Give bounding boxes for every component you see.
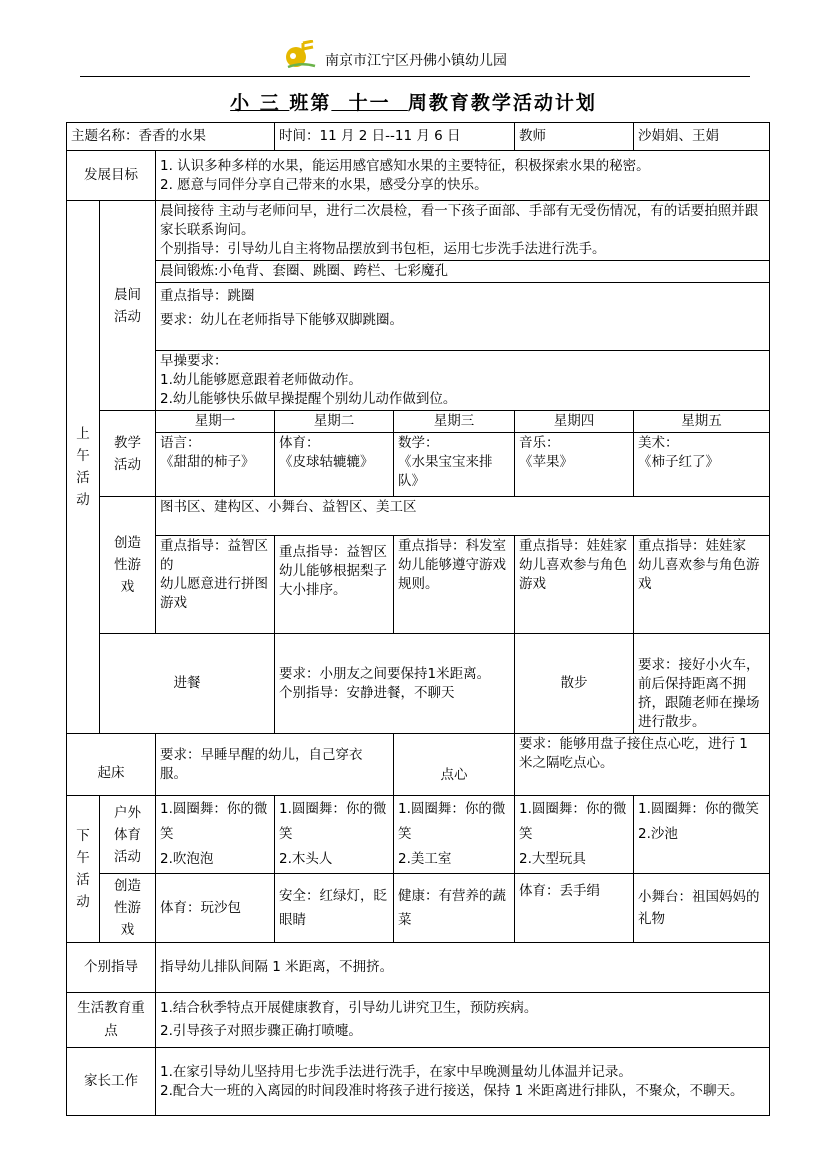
creative-focus: 重点指导：娃娃家 (638, 538, 746, 554)
class-name: 小 三 (230, 92, 290, 114)
creative-cell (515, 536, 634, 634)
meal-guide: 个别指导：安静进餐，不聊天 (279, 684, 455, 701)
life-content (156, 993, 770, 1048)
teaching-cell (515, 433, 634, 497)
week-number: 十一 (331, 92, 408, 114)
goals-content (156, 151, 770, 201)
exercise-detail-row (67, 283, 770, 351)
individual-row (67, 943, 770, 993)
creative-goal: 幼儿能够根据梨子大小排序。 (279, 563, 387, 598)
teaching-cell (634, 433, 770, 497)
teaching-label-text: 教学活动 (114, 434, 141, 473)
creative-row (67, 536, 770, 634)
page-title (0, 88, 827, 115)
page-header (80, 40, 750, 77)
teaching-cell (156, 433, 275, 497)
creative-goal: 幼儿喜欢参与角色游戏 (519, 557, 627, 592)
creative-focus: 重点指导：益智区的 (160, 538, 268, 573)
goals-row (67, 151, 770, 201)
weekly-plan-table (66, 122, 770, 1116)
outdoor-cell (394, 796, 515, 874)
parents-item: 1.在家引导幼儿坚持用七步洗手法进行洗手，在家中早晚测量幼儿体温并记录。 (160, 1063, 632, 1080)
gym-item: 1.幼儿能够愿意跟着老师做动作。 (160, 372, 362, 388)
creative-goal: 幼儿喜欢参与角色游戏 (638, 557, 760, 592)
creative-areas: 图书区、建构区、小舞台、益智区、美工区 (156, 497, 770, 536)
outdoor-label-text: 户外体育活动 (114, 804, 141, 865)
outdoor-item: 2.木头人 (279, 851, 333, 867)
day-header: 星期二 (275, 411, 394, 433)
exercise-focus: 重点指导：跳圈 (160, 288, 255, 304)
wake-content: 要求：早睡早醒的幼儿，自己穿衣服。 (156, 734, 394, 796)
reception-cell (156, 201, 770, 261)
day-header: 星期三 (394, 411, 515, 433)
teaching-title: 《皮球轱辘辘》 (279, 454, 374, 470)
snack-label: 点心 (394, 734, 515, 796)
creative-areas-row (67, 497, 770, 536)
teaching-subject: 音乐： (519, 435, 560, 451)
teaching-subject: 体育： (279, 435, 320, 451)
outdoor-item: 1.圆圈舞：你的微笑 (160, 801, 268, 842)
meal-label: 进餐 (100, 634, 275, 734)
creative-focus: 重点指导：娃娃家 (519, 538, 627, 554)
life-item: 2.引导孩子对照步骤正确打喷嚏。 (160, 1023, 362, 1039)
outdoor-item: 1.圆圈舞：你的微笑 (279, 801, 387, 842)
exercise-title: 晨间锻炼:小龟背、套圈、跳圈、跨栏、七彩魔孔 (156, 261, 770, 283)
outdoor-item: 1.圆圈舞：你的微笑 (398, 801, 506, 842)
exercise-requirement: 要求：幼儿在老师指导下能够双脚跳圈。 (160, 312, 403, 328)
outdoor-label (100, 796, 156, 874)
outdoor-item: 2.沙池 (638, 826, 678, 842)
life-item: 1.结合秋季特点开展健康教育，引导幼儿讲究卫生，预防疾病。 (160, 1000, 538, 1016)
afternoon-creative-cell: 安全：红绿灯，眨眼睛 (275, 874, 394, 943)
outdoor-cell (275, 796, 394, 874)
teaching-title: 《苹果》 (519, 454, 573, 470)
teacher-names: 沙娟娟、王娟 (634, 123, 770, 151)
afternoon-creative-cell: 小舞台：祖国妈妈的礼物 (634, 874, 770, 943)
day-header: 星期一 (156, 411, 275, 433)
life-label: 生活教育重 点 (67, 993, 156, 1048)
topic-cell: 主题名称：香香的水果 (67, 123, 275, 151)
afternoon-creative-cell: 体育：丢手绢 (515, 874, 634, 943)
afternoon-creative-label (100, 874, 156, 943)
parents-content (156, 1048, 770, 1116)
meal-content (275, 634, 515, 734)
wake-row (67, 734, 770, 796)
title-rest: 周教育教学活动计划 (407, 92, 597, 114)
teaching-title: 《柿子红了》 (638, 454, 719, 470)
teaching-subject: 美术： (638, 435, 679, 451)
meal-row (67, 634, 770, 734)
goal-item: 1. 认识多种多样的水果，能运用感官感知水果的主要特征，积极探索水果的秘密。 (160, 157, 650, 174)
meal-requirement: 要求：小朋友之间要保持1米距离。 (279, 665, 491, 682)
snack-content: 要求：能够用盘子接住点心吃，进行 1 米之隔吃点心。 (515, 734, 770, 796)
exercise-row (67, 261, 770, 283)
title-ban: 班第 (289, 92, 332, 114)
teaching-subject: 数学： (398, 435, 439, 451)
outdoor-item: 1.圆圈舞：你的微笑 (519, 801, 627, 842)
days-row (67, 411, 770, 433)
wake-label: 起床 (67, 734, 156, 796)
section-morning (67, 201, 100, 734)
parents-label: 家长工作 (67, 1048, 156, 1116)
creative-focus: 重点指导：益智区 (279, 544, 387, 560)
creative-goal: 幼儿愿意进行拼图游戏 (160, 576, 268, 611)
individual-content: 指导幼儿排队间隔 1 米距离，不拥挤。 (156, 943, 770, 993)
teaching-label (100, 411, 156, 497)
gym-row (67, 351, 770, 411)
teaching-cell (275, 433, 394, 497)
creative-label (100, 497, 156, 634)
morning-activity-label (100, 201, 156, 411)
time-cell: 时间：11 月 2 日--11 月 6 日 (275, 123, 515, 151)
outdoor-row (67, 796, 770, 874)
walk-label: 散步 (515, 634, 634, 734)
gym-item: 2.幼儿能够快乐做早操提醒个别幼儿动作做到位。 (160, 391, 457, 407)
gym-title: 早操要求： (160, 353, 228, 369)
outdoor-cell (515, 796, 634, 874)
gym-cell (156, 351, 770, 411)
parents-item: 2.配合大一班的入离园的时间段准时将孩子进行接送，保持 1 米距离进行排队，不聚众，不聊天。 (160, 1082, 744, 1099)
walk-content: 要求：接好小火车，前后保持距离不拥挤，跟随老师在操场进行散步。 (634, 634, 770, 734)
morning-activity-text: 晨间活动 (114, 286, 141, 325)
outdoor-cell (156, 796, 275, 874)
teaching-cell (394, 433, 515, 497)
outdoor-item: 1.圆圈舞：你的微笑 (638, 801, 759, 817)
afternoon-creative-cell: 体育：玩沙包 (156, 874, 275, 943)
day-header: 星期五 (634, 411, 770, 433)
outdoor-item: 2.美工室 (398, 851, 452, 867)
creative-cell (275, 536, 394, 634)
school-name: 南京市江宁区丹佛小镇幼儿园 (325, 53, 507, 69)
day-header: 星期四 (515, 411, 634, 433)
creative-cell (394, 536, 515, 634)
teaching-subject: 语言： (160, 435, 201, 451)
section-afternoon (67, 796, 100, 943)
afternoon-creative-cell: 健康：有营养的蔬菜 (394, 874, 515, 943)
outdoor-item: 2.大型玩具 (519, 851, 586, 867)
theme-row (67, 123, 770, 151)
morning-reception-row (67, 201, 770, 261)
parents-row (67, 1048, 770, 1116)
section-morning-text: 上午活动 (76, 426, 90, 508)
exercise-detail (156, 283, 770, 351)
outdoor-cell (634, 796, 770, 874)
reception-text: 晨间接待 主动与老师问早，进行二次晨检，看一下孩子面部、手部有无受伤情况，有的话要拍照并跟家长联系询问。 (160, 203, 759, 238)
creative-cell (156, 536, 275, 634)
creative-label-text: 创造性游戏 (114, 535, 141, 595)
creative-focus: 重点指导：科发室 (398, 538, 506, 554)
teaching-title: 《甜甜的柿子》 (160, 454, 255, 470)
teaching-title: 《水果宝宝来排队》 (398, 454, 493, 489)
teaching-row (67, 433, 770, 497)
school-logo-icon (285, 40, 317, 70)
goals-label: 发展目标 (67, 151, 156, 201)
creative-goal: 幼儿能够遵守游戏规则。 (398, 557, 506, 592)
section-afternoon-text: 下午活动 (76, 828, 90, 910)
afternoon-creative-row (67, 874, 770, 943)
creative-cell (634, 536, 770, 634)
afternoon-creative-label-text: 创造性游戏 (114, 878, 141, 938)
goal-item: 2. 愿意与同伴分享自己带来的水果，感受分享的快乐。 (160, 176, 488, 193)
life-row (67, 993, 770, 1048)
individual-label: 个别指导 (67, 943, 156, 993)
reception-guide: 个别指导：引导幼儿自主将物品摆放到书包柜，运用七步洗手法进行洗手。 (160, 241, 606, 257)
teacher-label: 教师 (515, 123, 634, 151)
outdoor-item: 2.吹泡泡 (160, 851, 214, 867)
